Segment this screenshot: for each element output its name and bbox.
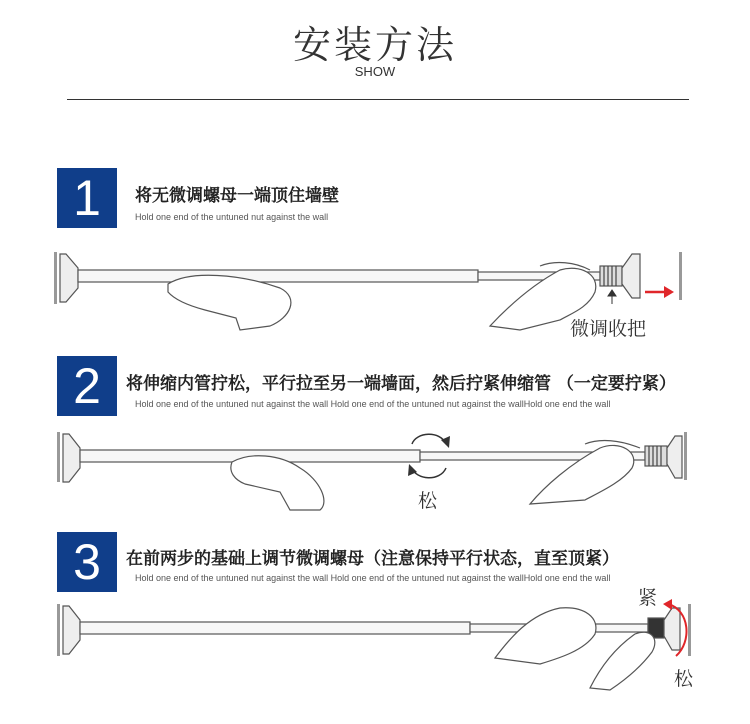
step-2-number-badge: 2 <box>57 356 117 416</box>
page-title: 安装方法 <box>292 23 457 67</box>
step-2-label: 松 <box>418 490 438 512</box>
step-1-title: 将无微调螺母一端顶住墙壁 <box>135 186 339 206</box>
left-end-cap <box>63 434 80 482</box>
left-hand <box>168 275 291 330</box>
left-end-cap <box>63 606 80 654</box>
left-wall <box>57 432 60 482</box>
step-3-label-tight: 紧 <box>638 587 658 609</box>
step-1-subtitle: Hold one end of the untuned nut against the wall <box>135 212 329 222</box>
adjust-nut <box>600 266 622 286</box>
left-hand <box>231 456 324 510</box>
outer-tube <box>78 270 478 282</box>
right-wall <box>684 432 687 480</box>
right-end-cap <box>622 254 640 298</box>
step-1-number-badge: 1 <box>57 168 117 228</box>
right-end-cap <box>667 436 682 478</box>
step-2-title: 将伸缩内管拧松，平行拉至另一端墙面，然后拧紧伸缩管 （一定要拧紧） <box>126 374 676 394</box>
step-3-label-loose: 松 <box>674 668 694 690</box>
left-end-cap <box>60 254 78 302</box>
right-end-cap <box>664 608 680 650</box>
step-1-label: 微调收把 <box>570 318 647 340</box>
left-wall <box>57 604 60 656</box>
right-wall <box>679 252 682 300</box>
step-3-subtitle: Hold one end of the untuned nut against the wall Hold one end of the untuned nut against the wallHold one end the wall <box>135 573 611 583</box>
right-wall <box>688 604 691 656</box>
step-3-diagram <box>0 598 750 698</box>
outer-tube <box>80 622 470 634</box>
right-hand <box>590 632 655 690</box>
step-2-diagram <box>0 422 750 517</box>
step-2-subtitle: Hold one end of the untuned nut against the wall Hold one end of the untuned nut against the wallHold one end the wall <box>135 399 611 409</box>
left-wall <box>54 252 57 304</box>
push-arrow <box>645 286 674 298</box>
step-3-number-badge: 3 <box>57 532 117 592</box>
header-divider <box>67 99 689 100</box>
step-3-title: 在前两步的基础上调节微调螺母（注意保持平行状态，直至顶紧） <box>126 549 619 569</box>
adjust-nut <box>645 446 667 466</box>
left-hand <box>495 608 596 664</box>
page-subtitle: SHOW <box>354 64 396 79</box>
